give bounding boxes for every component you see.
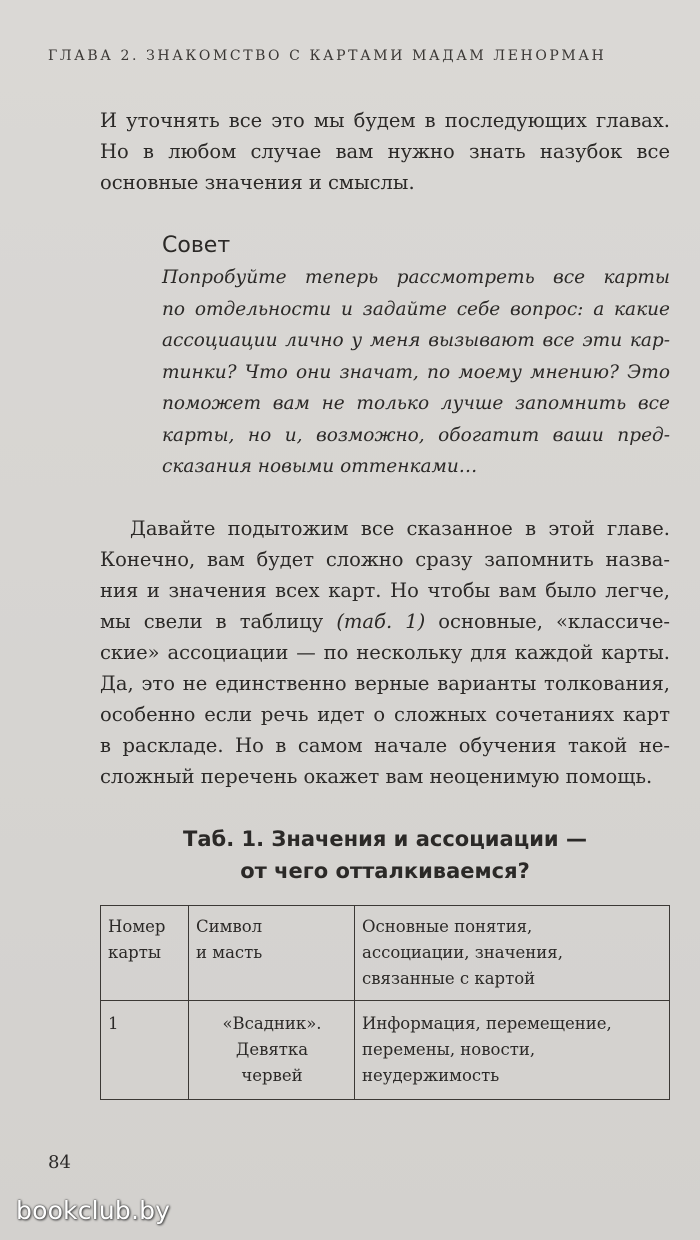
text-line: Да, это не единственно верные варианты толкования, <box>100 672 670 695</box>
cell-text: перемены, новости, <box>362 1040 536 1059</box>
caption-line: от чего отталкиваемся? <box>240 859 530 883</box>
text-line: Давайте подытожим все сказанное в этой главе. <box>130 517 670 540</box>
paragraph-intro <box>100 105 670 198</box>
header-text: Номер <box>108 917 166 936</box>
tip-line: сказания новыми оттенками… <box>162 456 478 477</box>
header-meanings <box>355 906 670 1001</box>
text-line: особенно если речь идет о сложных сочетаниях карт <box>100 703 670 726</box>
table-row <box>101 1001 670 1100</box>
running-head: ГЛАВА 2. ЗНАКОМСТВО С КАРТАМИ МАДАМ ЛЕНОРМАН <box>48 48 607 64</box>
text-fragment: мы свели в таблицу <box>100 610 337 633</box>
cell-text: Девятка <box>235 1040 309 1059</box>
paragraph-summary <box>100 513 670 792</box>
tip-line: карты, но и, возможно, обогатит ваши пред- <box>162 424 670 446</box>
table-caption <box>100 823 670 887</box>
cell-text: Информация, перемещение, <box>362 1014 612 1033</box>
text-line: Но в любом случае вам нужно знать назубок все <box>100 140 670 163</box>
card-values-table <box>100 905 670 1100</box>
header-card-number <box>101 906 189 1001</box>
text-line: в раскладе. Но в самом начале обучения такой не- <box>100 734 670 757</box>
tip-line: Попробуйте теперь рассмотреть все карты <box>162 267 670 288</box>
cell-card-number: 1 <box>101 1001 189 1100</box>
cell-text: червей <box>241 1066 303 1085</box>
text-line: ния и значения всех карт. Но чтобы вам было легче, <box>100 579 670 602</box>
tip-line: ассоциации лично у меня вызывают все эти кар- <box>162 330 670 351</box>
tip-line: поможет вам не только лучше запомнить все <box>162 393 670 414</box>
text-line <box>100 606 670 637</box>
text-line: сложный перечень окажет вам неоценимую помощь. <box>100 765 653 788</box>
header-text: ассоциации, значения, <box>362 943 563 962</box>
tip-line: по отдельности и задайте себе вопрос: а какие <box>162 298 670 320</box>
text-line: ские» ассоциации — по нескольку для каждой карты. <box>100 641 670 664</box>
header-text: и масть <box>196 943 263 962</box>
header-text: Основные понятия, <box>362 917 533 936</box>
caption-line: Таб. 1. Значения и ассоциации — <box>183 827 587 851</box>
watermark: bookclub.by <box>16 1196 171 1225</box>
page-number: 84 <box>48 1152 71 1173</box>
table-header-row <box>101 906 670 1001</box>
cell-text: неудержимость <box>362 1066 500 1085</box>
tip-line: тинки? Что они значат, по моему мнению? Это <box>162 361 670 383</box>
text-line: основные значения и смыслы. <box>100 171 415 194</box>
header-symbol-suit <box>189 906 355 1001</box>
cell-symbol-suit <box>189 1001 355 1100</box>
text-line: Конечно, вам будет сложно сразу запомнить назва- <box>100 548 670 571</box>
text-line: И уточнять все это мы будем в последующих главах. <box>100 109 670 132</box>
header-text: связанные с картой <box>362 969 536 988</box>
header-text: карты <box>108 943 161 962</box>
header-text: Символ <box>196 917 263 936</box>
text-fragment: основные, «классиче- <box>425 610 670 633</box>
table-reference: (таб. 1) <box>336 610 426 633</box>
tip-heading: Совет <box>162 233 231 258</box>
tip-text <box>162 262 670 483</box>
cell-text: «Всадник». <box>222 1014 322 1033</box>
cell-meanings <box>355 1001 670 1100</box>
